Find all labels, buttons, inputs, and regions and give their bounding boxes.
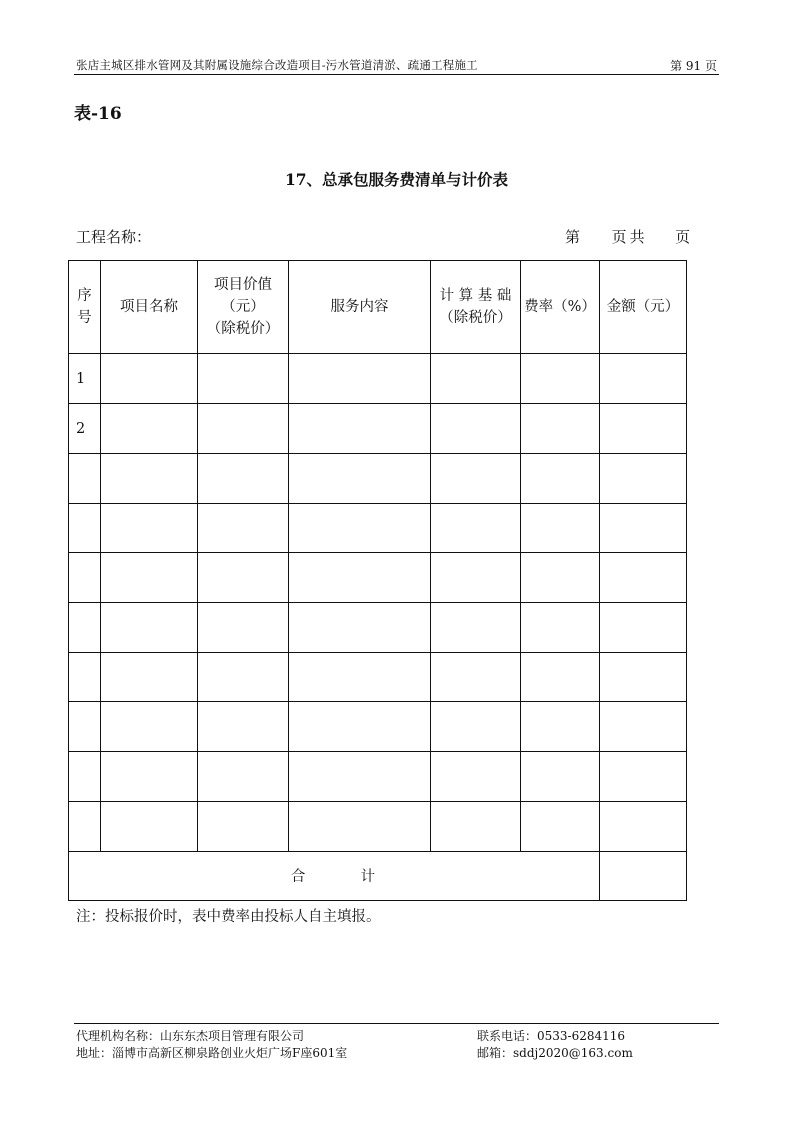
- col-header-base-line2: （除税价）: [439, 310, 512, 327]
- col-header-value-line1: 项目价值: [214, 276, 272, 293]
- header-divider: [74, 74, 719, 75]
- cell-amount[interactable]: [600, 503, 687, 553]
- cell-base[interactable]: [431, 752, 521, 802]
- table-header-row: [69, 261, 687, 354]
- cell-seq: [69, 453, 101, 503]
- cell-rate[interactable]: [521, 752, 600, 802]
- cell-seq: [69, 603, 101, 653]
- cell-amount[interactable]: [600, 354, 687, 404]
- table-row: [69, 503, 687, 553]
- cell-service[interactable]: [289, 702, 431, 752]
- cell-amount[interactable]: [600, 603, 687, 653]
- cell-seq: [69, 702, 101, 752]
- cell-value[interactable]: [198, 801, 289, 851]
- cell-value[interactable]: [198, 503, 289, 553]
- cell-value[interactable]: [198, 652, 289, 702]
- page-info-ye: 页: [675, 228, 691, 246]
- total-label: [69, 851, 600, 900]
- cell-seq: [69, 652, 101, 702]
- cell-value[interactable]: [198, 702, 289, 752]
- cell-value[interactable]: [198, 553, 289, 603]
- cell-amount[interactable]: [600, 652, 687, 702]
- footnote: 注：投标报价时，表中费率由投标人自主填报。: [76, 909, 381, 925]
- footer-divider: [74, 1023, 719, 1024]
- table-row: [69, 801, 687, 851]
- page-info-ye-gong: 页共: [611, 228, 648, 246]
- cell-rate[interactable]: [521, 503, 600, 553]
- cell-name[interactable]: [101, 404, 198, 454]
- footer-phone: 联系电话：0533-6284116: [477, 1029, 626, 1043]
- footer-email: 邮箱：sddj2020@163.com: [477, 1046, 633, 1060]
- table-row: [69, 702, 687, 752]
- cell-seq: [69, 503, 101, 553]
- col-header-amount: 金额（元）: [600, 261, 687, 354]
- cell-service[interactable]: [289, 503, 431, 553]
- cell-rate[interactable]: [521, 702, 600, 752]
- cell-service[interactable]: [289, 652, 431, 702]
- cell-service[interactable]: [289, 354, 431, 404]
- project-name-label: 工程名称：: [76, 228, 152, 246]
- cell-base[interactable]: [431, 503, 521, 553]
- cell-name[interactable]: [101, 603, 198, 653]
- cell-seq: [69, 553, 101, 603]
- page-info-di: 第: [565, 228, 581, 246]
- cell-name[interactable]: [101, 752, 198, 802]
- cell-name[interactable]: [101, 652, 198, 702]
- table-row: [69, 652, 687, 702]
- cell-base[interactable]: [431, 801, 521, 851]
- cell-seq: [69, 801, 101, 851]
- cell-value[interactable]: [198, 453, 289, 503]
- page-title: 17、总承包服务费清单与计价表: [284, 170, 509, 189]
- cell-base[interactable]: [431, 553, 521, 603]
- cell-name[interactable]: [101, 801, 198, 851]
- cell-amount[interactable]: [600, 453, 687, 503]
- cell-amount[interactable]: [600, 702, 687, 752]
- total-label-ji: 计: [360, 869, 378, 886]
- cell-base[interactable]: [431, 453, 521, 503]
- cell-base[interactable]: [431, 652, 521, 702]
- cell-base[interactable]: [431, 354, 521, 404]
- cell-rate[interactable]: [521, 354, 600, 404]
- col-header-rate: 费率（%）: [521, 261, 600, 354]
- cell-base[interactable]: [431, 702, 521, 752]
- header-page-number: 第 91 页: [670, 59, 717, 73]
- cell-service[interactable]: [289, 404, 431, 454]
- cell-value[interactable]: [198, 354, 289, 404]
- cell-base[interactable]: [431, 603, 521, 653]
- cell-service[interactable]: [289, 453, 431, 503]
- col-header-service: 服务内容: [289, 261, 431, 354]
- cell-name[interactable]: [101, 503, 198, 553]
- col-header-seq: [69, 261, 101, 354]
- cell-name[interactable]: [101, 553, 198, 603]
- cell-name[interactable]: [101, 453, 198, 503]
- cell-value[interactable]: [198, 603, 289, 653]
- table-number: 表-16: [74, 104, 122, 124]
- page-info: [565, 226, 690, 247]
- cell-base[interactable]: [431, 404, 521, 454]
- total-amount-cell[interactable]: [600, 851, 687, 900]
- cell-name[interactable]: [101, 354, 198, 404]
- cell-service[interactable]: [289, 752, 431, 802]
- table-row: [69, 603, 687, 653]
- table-row: [69, 553, 687, 603]
- cell-seq: [69, 752, 101, 802]
- cell-seq: 1: [69, 354, 101, 404]
- table-row: [69, 752, 687, 802]
- cell-rate[interactable]: [521, 652, 600, 702]
- col-header-value-line2: （元）: [221, 298, 265, 315]
- col-header-base: [431, 261, 521, 354]
- cell-amount[interactable]: [600, 404, 687, 454]
- table-row: [69, 354, 687, 404]
- header-project-title: 张店主城区排水管网及其附属设施综合改造项目-污水管道清淤、疏通工程施工: [76, 58, 478, 72]
- cell-amount[interactable]: [600, 801, 687, 851]
- cell-rate[interactable]: [521, 453, 600, 503]
- cell-amount[interactable]: [600, 752, 687, 802]
- cell-service[interactable]: [289, 801, 431, 851]
- col-header-name: 项目名称: [101, 261, 198, 354]
- cell-rate[interactable]: [521, 603, 600, 653]
- footer-address: 地址：淄博市高新区柳泉路创业火炬广场F座601室: [76, 1046, 348, 1060]
- service-fee-table: [68, 260, 687, 901]
- cell-service[interactable]: [289, 553, 431, 603]
- footer-agency: 代理机构名称：山东东杰项目管理有限公司: [76, 1029, 305, 1043]
- cell-rate[interactable]: [521, 553, 600, 603]
- col-header-seq-line1: 序: [77, 287, 92, 304]
- cell-seq: 2: [69, 404, 101, 454]
- col-header-base-line1: 计 算 基 础: [439, 287, 512, 304]
- col-header-value: [198, 261, 289, 354]
- cell-service[interactable]: [289, 603, 431, 653]
- total-label-he: 合: [290, 869, 308, 886]
- cell-value[interactable]: [198, 404, 289, 454]
- cell-rate[interactable]: [521, 801, 600, 851]
- cell-amount[interactable]: [600, 553, 687, 603]
- table-row: [69, 404, 687, 454]
- col-header-value-line3: （除税价）: [206, 321, 280, 338]
- cell-rate[interactable]: [521, 404, 600, 454]
- total-row: [69, 851, 687, 900]
- table-row: [69, 453, 687, 503]
- cell-name[interactable]: [101, 702, 198, 752]
- col-header-seq-line2: 号: [77, 310, 92, 327]
- cell-value[interactable]: [198, 752, 289, 802]
